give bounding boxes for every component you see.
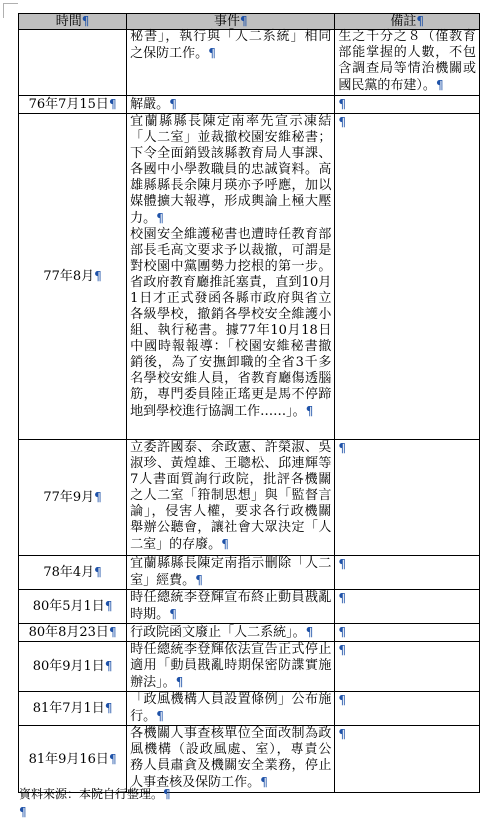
header-event: 事件¶ <box>127 14 335 30</box>
table-row <box>19 114 480 440</box>
note-cell: ¶ <box>335 624 480 642</box>
time-cell: 80年5月1日¶ <box>19 590 127 624</box>
note-cell: ¶ <box>335 642 480 692</box>
source-note: 資料來源：本院自行整理。¶ <box>19 787 171 801</box>
table-row <box>19 726 480 793</box>
table-row <box>19 96 480 114</box>
event-cell: 立委許國泰、余政憲、許榮淑、吳淑珍、黃煌雄、王聰松、邱連輝等7人書面質詢行政院，批評各機關之人二室「箝制思想」與「監督言論」，侵害人權，要求各行政機關舉辦公聽會，讓社會大眾決定「人二室」的存廢。¶ <box>127 440 335 556</box>
header-time: 時間¶ <box>19 14 127 30</box>
event-cell: 「政風機構人員設置條例」公布施行。¶ <box>127 692 335 726</box>
table-row <box>19 30 480 96</box>
event-cell: 時任總統李登輝宣布終止動員戡亂時期。¶ <box>127 590 335 624</box>
note-cell: ¶ <box>335 590 480 624</box>
event-cell: 行政院函文廢止「人二系統」。¶ <box>127 624 335 642</box>
note-cell: ¶ <box>335 114 480 440</box>
table-row <box>19 642 480 692</box>
table-row <box>19 590 480 624</box>
table-row <box>19 440 480 556</box>
note-cell: ¶ <box>335 556 480 590</box>
event-cell: 解嚴。¶ <box>127 96 335 114</box>
time-cell: 77年9月¶ <box>19 440 127 556</box>
header-note: 備註¶ <box>335 14 480 30</box>
note-cell: ¶ <box>335 692 480 726</box>
time-cell <box>19 30 127 96</box>
note-cell: ¶ <box>335 96 480 114</box>
event-cell: 各機關人事查核單位全面改制為政風機構（設政風處、室），專責公務人員肅貪及機關安全業務，停止人事查核及保防工作。¶ <box>127 726 335 793</box>
table-row <box>19 556 480 590</box>
time-cell: 77年8月¶ <box>19 114 127 440</box>
event-cell: 時任總統李登輝依法宣告正式停止適用「動員戡亂時期保密防諜實施辦法」。¶ <box>127 642 335 692</box>
paragraph-mark: ¶ <box>19 805 27 819</box>
timeline-table <box>18 13 480 793</box>
table-row <box>19 692 480 726</box>
time-cell: 78年4月¶ <box>19 556 127 590</box>
event-cell: 宜蘭縣縣長陳定南指示刪除「人二室」經費。¶ <box>127 556 335 590</box>
note-cell: ¶ <box>335 440 480 556</box>
margin-corner-mark <box>3 3 18 18</box>
time-cell: 80年8月23日¶ <box>19 624 127 642</box>
note-cell: ¶ <box>335 726 480 793</box>
event-cell: 宜蘭縣縣長陳定南率先宣示凍結「人二室」並裁撤校園安維秘書；下令全面銷毀該縣教育局人事課、各國中小學教職員的忠誠資料。高雄縣縣長余陳月瑛亦予呼應，加以媒體擴大報導，形成輿論上極大壓力。¶ 校園安全維護秘書也遭時任教育部部長毛高文要求予以裁撤，可謂是對校園中黨團勢力挖根的第一步。省政府教育廳推託塞責，直到10月1日才正式發函各縣市政府與省立各級學校，撤銷各學校安全維護小組、執行秘書。據77年10月18日中國時報報導：「校園安維秘書撤銷後，為了安撫卸職的全省3千多名學校安維人員，省教育廳傷透腦筋，專門委員陸正瑤更是馬不停蹄地到學校進行協調工作……」。¶ <box>127 114 335 440</box>
time-cell: 81年9月16日¶ <box>19 726 127 793</box>
time-cell: 76年7月15日¶ <box>19 96 127 114</box>
table-header-row <box>19 14 480 30</box>
event-cell: 秘書」，執行與「人二系統」相同之保防工作。¶ <box>127 30 335 96</box>
note-cell: 生之千分之８（僅教育部能掌握的人數，不包含調查局等情治機關或國民黨的布建）。¶ <box>335 30 480 96</box>
time-cell: 80年9月1日¶ <box>19 642 127 692</box>
table-row <box>19 624 480 642</box>
time-cell: 81年7月1日¶ <box>19 692 127 726</box>
